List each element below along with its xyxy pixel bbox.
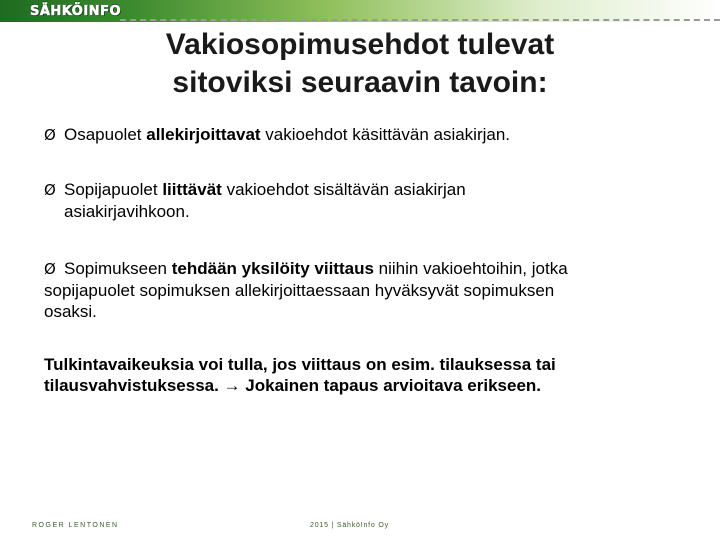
arrow-bullet-icon: Ø [44,126,56,144]
footer-author: ROGER LENTONEN [32,522,119,529]
sahkoinfo-logo: SÄHKÖINFO [30,4,121,19]
header-divider [120,19,720,21]
bullet-text: Sopijapuolet [64,180,163,199]
note-line-1: Tulkintavaikeuksia voi tulla, jos viittaus on esim. tilauksessa tai [44,355,556,374]
bullet-continuation: osaksi. [44,302,97,321]
arrow-bullet-icon: Ø [44,260,56,278]
bullet-text: vakioehdot käsittävän asiakirjan. [260,125,511,144]
bullet-emphasis: tehdään yksilöity viittaus [171,259,374,278]
bullet-item [44,124,684,146]
note-paragraph [44,354,684,396]
bullet-text: vakioehdot sisältävän asiakirjan [221,180,466,199]
note-line-2: tilausvahvistuksessa. → Jokainen tapaus arvioitava erikseen. [44,376,542,395]
bullet-item [44,179,684,222]
bullet-text: niihin vakioehtoihin, jotka [373,259,568,278]
bullet-item [44,258,684,322]
bullet-continuation: sopijapuolet sopimuksen allekirjoittaessaan hyväksyvät sopimuksen [44,281,555,300]
bullet-text: Osapuolet [64,125,147,144]
title-line-2: sitoviksi seuraavin tavoin: [172,66,548,99]
bullet-emphasis: allekirjoittavat [146,125,261,144]
arrow-bullet-icon: Ø [44,181,56,199]
bullet-text: Sopimukseen [64,259,172,278]
title-line-1: Vakiosopimusehdot tulevat [165,28,555,61]
slide-title [70,26,650,102]
bullet-continuation: asiakirjavihkoon. [64,202,190,221]
footer-copyright: 2015 | SähköInfo Oy [310,522,389,529]
bullet-emphasis: liittävät [162,180,222,199]
